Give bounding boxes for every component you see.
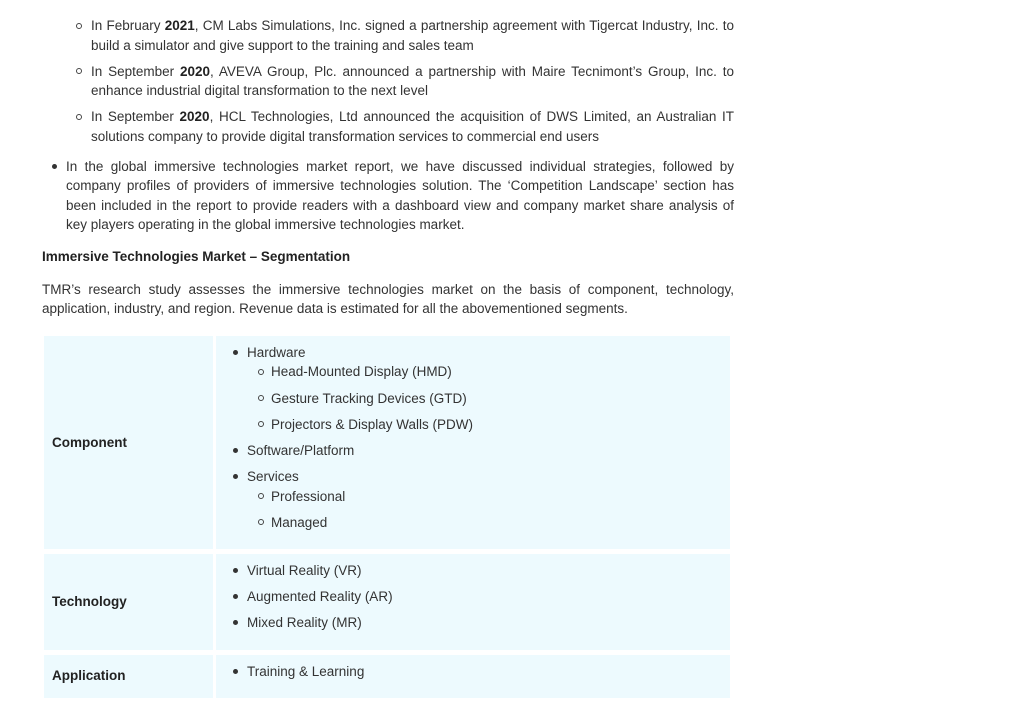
news-item: In February 2021, CM Labs Simulations, Inc. signed a partnership agreement with Tigercat Industry, Inc. to build a simulator and give support to the training and sales team	[76, 16, 734, 55]
segmentation-intro: TMR’s research study assesses the immersive technologies market on the basis of component, technology, application, industry, and region. Revenue data is estimated for all the abovementioned segments.	[42, 281, 734, 317]
list-item: Mixed Reality (MR)	[232, 613, 730, 633]
list-item: Augmented Reality (AR)	[232, 587, 730, 607]
article-content	[42, 0, 734, 703]
news-item: In September 2020, AVEVA Group, Plc. announced a partnership with Maire Tecnimont’s Group, Inc. to enhance industrial digital transformation to the next level	[76, 62, 734, 101]
table-row	[44, 655, 730, 698]
report-paragraph: In the global immersive technologies market report, we have discussed individual strategies, followed by company profiles of providers of immersive technologies solution. The ‘Competition Landscape’ section has been included in the report to provide readers with a dashboard view and company market share analysis of key players operating in the global immersive technologies market.	[52, 157, 734, 235]
sub-list-item: Projectors & Display Walls (PDW)	[257, 415, 730, 435]
news-year: 2020	[179, 109, 210, 125]
row-items	[216, 554, 730, 650]
sub-list-item: Head-Mounted Display (HMD)	[257, 362, 730, 382]
news-list	[76, 0, 734, 147]
sub-list-item: Professional	[257, 487, 730, 507]
sub-list-item: Managed	[257, 513, 730, 533]
table-row	[44, 554, 730, 650]
row-label: Technology	[44, 554, 213, 650]
news-item: In September 2020, HCL Technologies, Ltd announced the acquisition of DWS Limited, an Australian IT solutions company to provide digital transformation services to commercial end users	[76, 107, 734, 146]
row-items	[216, 336, 730, 549]
report-list	[52, 157, 734, 235]
segmentation-table	[41, 331, 733, 703]
list-item: Virtual Reality (VR)	[232, 561, 730, 581]
row-label: Application	[44, 655, 213, 698]
sub-list-item: Gesture Tracking Devices (GTD)	[257, 389, 730, 409]
row-items	[216, 655, 730, 698]
news-year: 2021	[164, 18, 195, 33]
list-item: Training & Learning	[232, 662, 730, 682]
row-label: Component	[44, 336, 213, 549]
list-item: Software/Platform	[232, 441, 730, 461]
list-item: Hardware Head-Mounted Display (HMD) Gesture Tracking Devices (GTD) Projectors & Display Walls (PDW)	[232, 343, 730, 435]
table-row	[44, 336, 730, 549]
segmentation-heading: Immersive Technologies Market – Segmentation	[42, 248, 351, 264]
news-year: 2020	[180, 63, 211, 79]
list-item: Services Professional Managed	[232, 467, 730, 532]
